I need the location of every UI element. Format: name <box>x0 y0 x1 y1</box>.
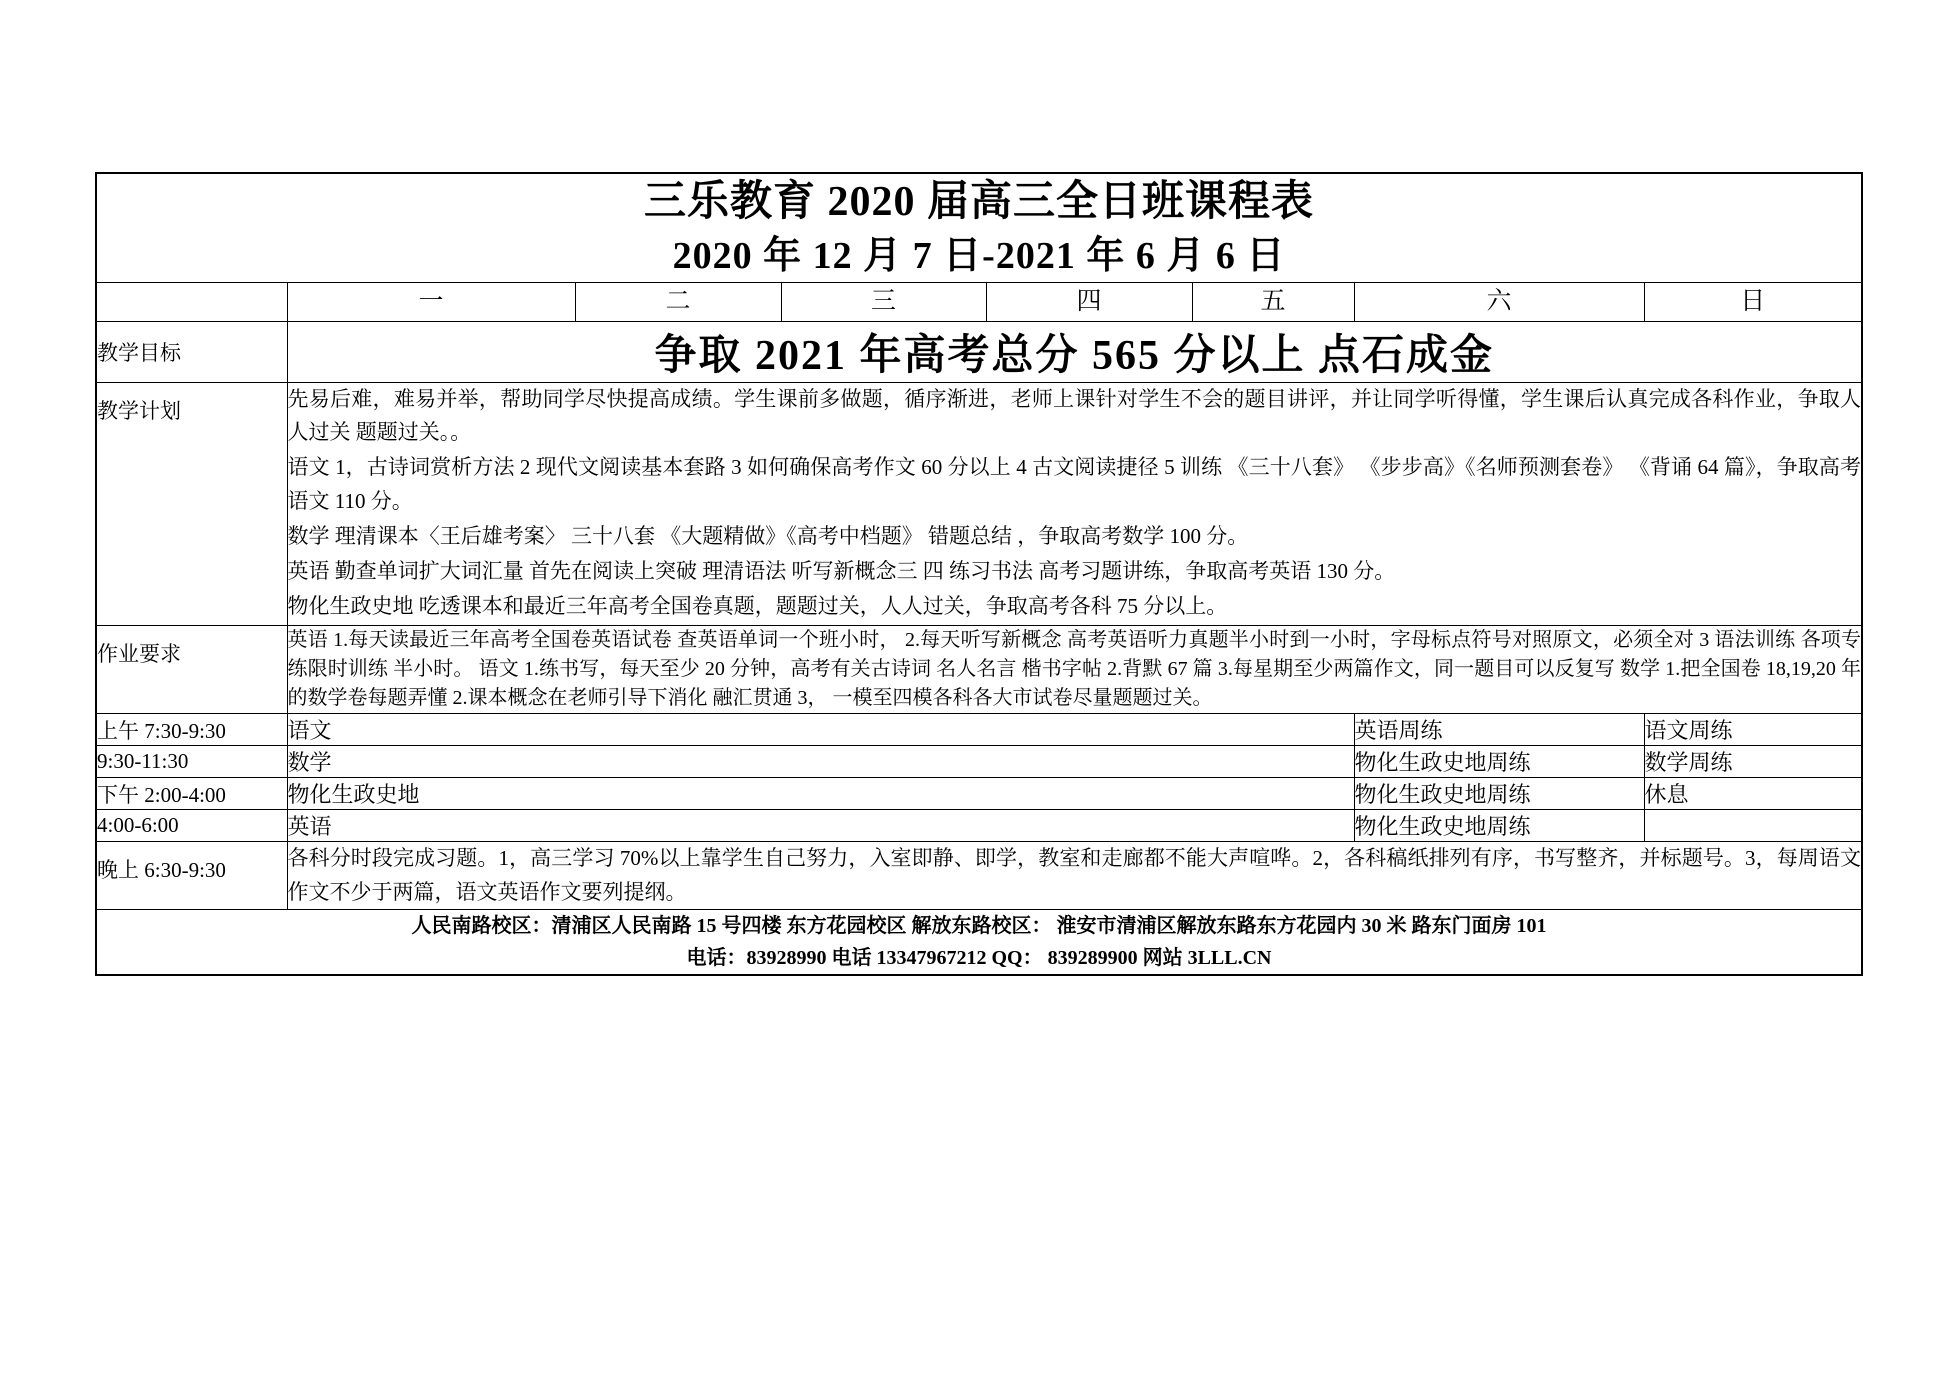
weekday-monday: 一 <box>287 282 575 321</box>
weekday-friday: 五 <box>1192 282 1354 321</box>
weekday-saturday: 六 <box>1354 282 1644 321</box>
homework-text: 英语 1.每天读最近三年高考全国卷英语试卷 查英语单词一个班小时， 2.每天听写新概念 高考英语听力真题半小时到一小时，字母标点符号对照原文，必须全对 3 语法训练 各项专练限时训练 半小时。 语文 1.练书写，每天至少 20 分钟，高考有关古诗词 名人名言 楷书字帖 2.背默 67 篇 3.每星期至少两篇作文，同一题目可以反复写 数学 1.把全国卷 18,19,20 年的数学卷每题弄懂 2.课本概念在老师引导下消化 融汇贯通 3， 一模至四模各科各大市试卷尽量题题过关。 <box>287 629 1862 710</box>
weekday-wednesday: 三 <box>781 282 986 321</box>
weekday-subject: 语文 <box>287 714 1354 746</box>
title-line-2: 2020 年 12 月 7 日-2021 年 6 月 6 日 <box>672 234 1286 277</box>
saturday-subject: 物化生政史地周练 <box>1354 810 1644 842</box>
plan-paragraph-5: 物化生政史地 吃透课本和最近三年高考全国卷真题，题题过关，人人过关，争取高考各科 75 分以上。 <box>287 594 1228 619</box>
schedule-table <box>97 174 1861 974</box>
weekday-subject: 英语 <box>287 810 1354 842</box>
time-slot-label: 4:00-6:00 <box>97 810 287 842</box>
weekday-sunday: 日 <box>1644 282 1861 321</box>
teaching-plan-content <box>287 382 1861 625</box>
sunday-subject <box>1644 810 1861 842</box>
time-slot-label: 上午 7:30-9:30 <box>97 714 287 746</box>
weekday-header-row <box>97 282 1861 321</box>
saturday-subject: 物化生政史地周练 <box>1354 778 1644 810</box>
weekday-thursday: 四 <box>986 282 1192 321</box>
weekday-header-blank <box>97 282 287 321</box>
saturday-subject: 物化生政史地周练 <box>1354 746 1644 778</box>
plan-paragraph-2: 语文 1，古诗词赏析方法 2 现代文阅读基本套路 3 如何确保高考作文 60 分以上 4 古文阅读捷径 5 训练 《三十八套》 《步步高》《名师预测套卷》 《背诵 64 篇》，争取高考语文 110 分。 <box>287 455 1862 513</box>
campus-contact-footer <box>97 910 1861 975</box>
sunday-subject: 数学周练 <box>1644 746 1861 778</box>
weekday-subject: 数学 <box>287 746 1354 778</box>
plan-paragraph-1: 先易后难，难易并举，帮助同学尽快提高成绩。学生课前多做题，循序渐进，老师上课针对学生不会的题目讲评，并让同学听得懂，学生课后认真完成各科作业，争取人人过关 题题过关。。 <box>287 386 1862 445</box>
teaching-goal-text: 争取 2021 年高考总分 565 分以上 点石成金 <box>287 321 1861 382</box>
document-title <box>97 174 1861 282</box>
schedule-row <box>97 746 1861 778</box>
footer-line-1: 人民南路校区：清浦区人民南路 15 号四楼 东方花园校区 解放东路校区： 淮安市清浦区解放东路东方花园内 30 米 路东门面房 101 <box>411 915 1547 938</box>
teaching-goal-label: 教学目标 <box>97 321 287 382</box>
schedule-row <box>97 714 1861 746</box>
title-row <box>97 174 1861 282</box>
title-line-1: 三乐教育 2020 届高三全日班课程表 <box>644 179 1315 225</box>
homework-label: 作业要求 <box>97 626 287 714</box>
teaching-plan-row <box>97 382 1861 625</box>
evening-content <box>287 842 1861 910</box>
evening-row <box>97 842 1861 910</box>
schedule-row <box>97 810 1861 842</box>
saturday-subject: 英语周练 <box>1354 714 1644 746</box>
time-slot-label: 下午 2:00-4:00 <box>97 778 287 810</box>
evening-text: 各科分时段完成习题。1，高三学习 70%以上靠学生自己努力，入室即静、即学，教室和走廊都不能大声喧哗。2，各科稿纸排列有序，书写整齐，并标题号。3，每周语文作文不少于两篇，语文英语作文要列提纲。 <box>287 846 1862 904</box>
time-slot-label: 9:30-11:30 <box>97 746 287 778</box>
footer-row <box>97 910 1861 975</box>
homework-content <box>287 626 1861 714</box>
sunday-subject: 休息 <box>1644 778 1861 810</box>
homework-row <box>97 626 1861 714</box>
weekday-subject: 物化生政史地 <box>287 778 1354 810</box>
teaching-goal-row <box>97 321 1861 382</box>
teaching-plan-label: 教学计划 <box>97 382 287 625</box>
schedule-row <box>97 778 1861 810</box>
plan-paragraph-3: 数学 理清课本〈王后雄考案〉 三十八套 《大题精做》《高考中档题》 错题总结 ，争取高考数学 100 分。 <box>287 523 1249 548</box>
evening-label: 晚上 6:30-9:30 <box>97 842 287 910</box>
sunday-subject: 语文周练 <box>1644 714 1861 746</box>
footer-line-2: 电话：83928990 电话 13347967212 QQ： 839289900 网站 3LLL.CN <box>686 947 1272 970</box>
course-schedule-sheet <box>95 172 1863 976</box>
plan-paragraph-4: 英语 勤查单词扩大词汇量 首先在阅读上突破 理清语法 听写新概念三 四 练习书法 高考习题讲练，争取高考英语 130 分。 <box>287 558 1396 583</box>
weekday-tuesday: 二 <box>575 282 781 321</box>
